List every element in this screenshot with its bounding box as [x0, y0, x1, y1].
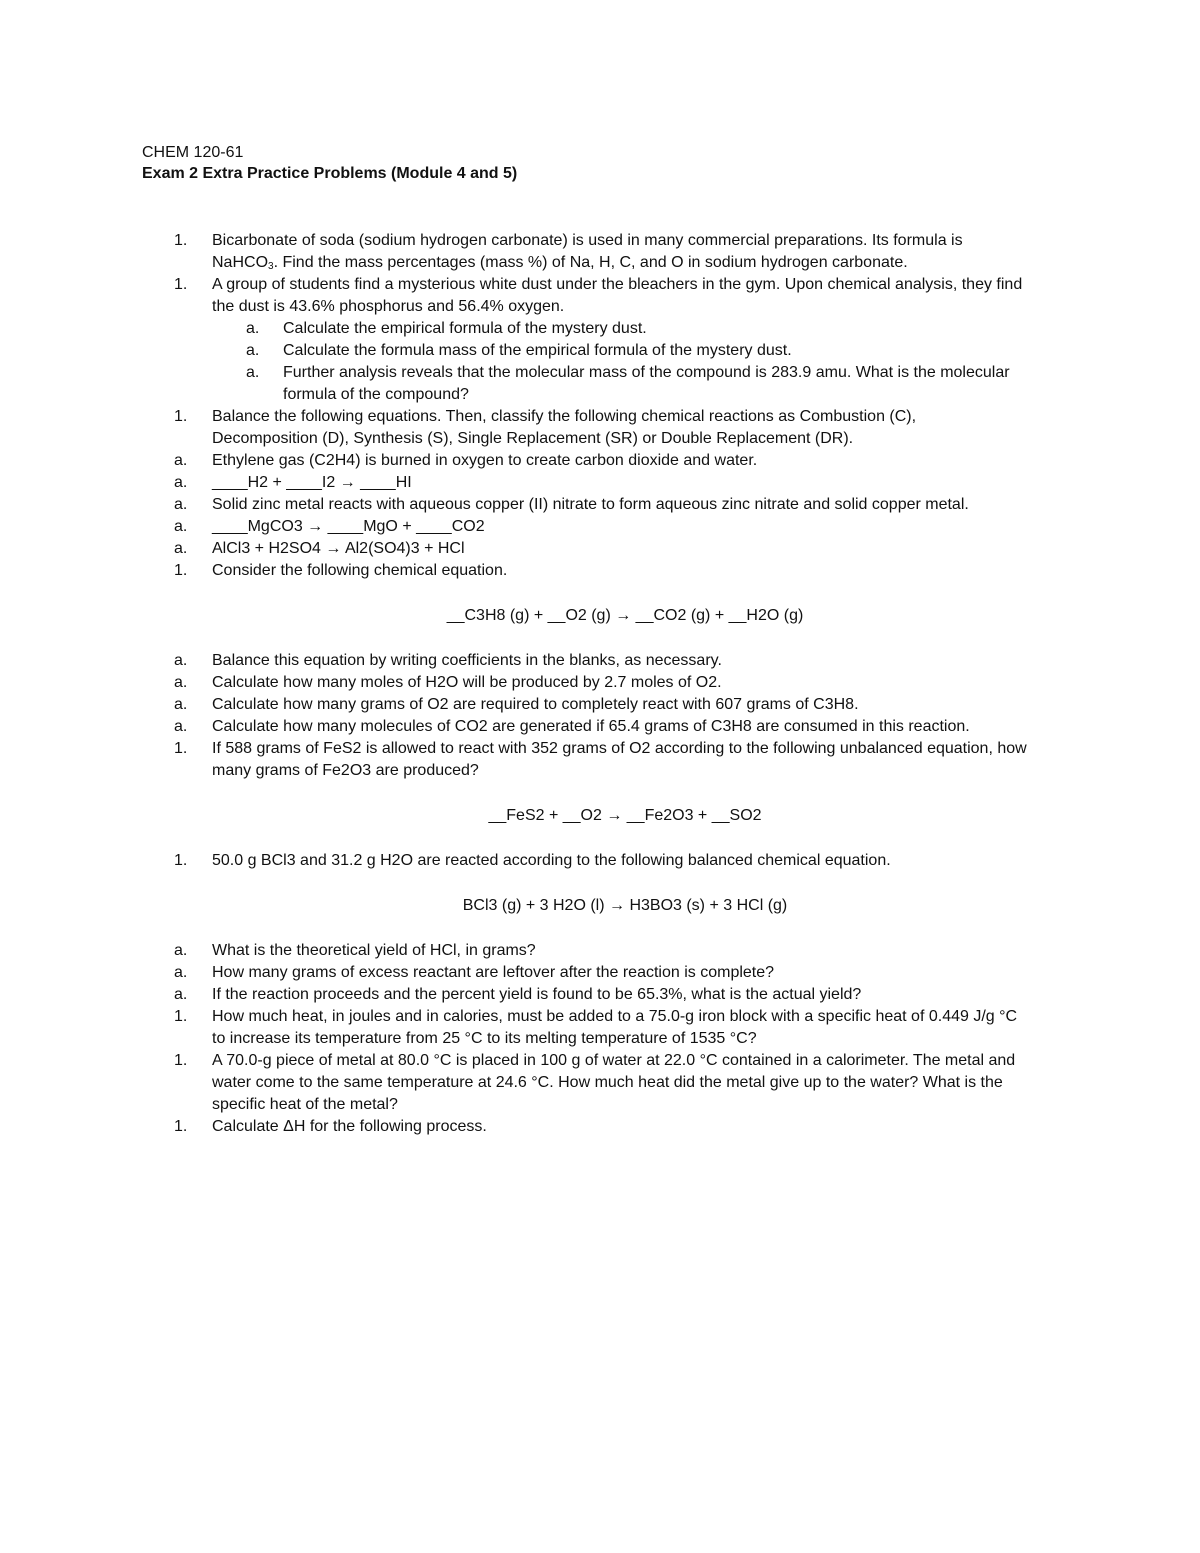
problem-text: 50.0 g BCl3 and 31.2 g H2O are reacted according to the following balanced chemical equation. — [212, 852, 891, 869]
problem-number: 1. — [174, 1052, 188, 1069]
problem-2-continued — [0, 296, 1200, 318]
problem-5 — [0, 738, 1200, 760]
part-letter: a. — [174, 518, 188, 535]
part-letter: a. — [174, 652, 188, 669]
subscript: 3 — [268, 261, 274, 272]
problem-number: 1. — [174, 408, 188, 425]
problem-6 — [0, 850, 1200, 872]
part-text: Solid zinc metal reacts with aqueous copper (II) nitrate to form aqueous zinc nitrate and solid copper metal. — [212, 496, 969, 513]
part-letter: a. — [174, 540, 188, 557]
part-letter: a. — [174, 964, 188, 981]
problem-9 — [0, 1116, 1200, 1138]
problem-2 — [0, 274, 1200, 296]
problem-text: Calculate ΔH for the following process. — [212, 1118, 487, 1135]
problem-3b — [0, 472, 1200, 494]
part-text: Balance this equation by writing coefficients in the blanks, as necessary. — [212, 652, 722, 669]
part-text: Calculate the formula mass of the empirical formula of the mystery dust. — [283, 342, 792, 359]
problem-3c — [0, 494, 1200, 516]
problem-5-continued — [0, 760, 1200, 782]
problem-3-continued — [0, 428, 1200, 450]
problem-3 — [0, 406, 1200, 428]
problem-2c-continued — [0, 384, 1200, 406]
problem-text: A 70.0-g piece of metal at 80.0 °C is placed in 100 g of water at 22.0 °C contained in a calorimeter. The metal and — [212, 1052, 1016, 1069]
problem-2a — [0, 318, 1200, 340]
part-letter: a. — [174, 496, 188, 513]
problem-6b — [0, 962, 1200, 984]
course-code: CHEM 120-61 — [142, 144, 244, 161]
problem-text: A group of students find a mysterious white dust under the bleachers in the gym. Upon chemical analysis, they find — [212, 276, 1023, 293]
part-text: What is the theoretical yield of HCl, in grams? — [212, 942, 536, 959]
part-letter: a. — [174, 986, 188, 1003]
part-text: Calculate how many moles of H2O will be produced by 2.7 moles of O2. — [212, 674, 722, 691]
problem-number: 1. — [174, 740, 188, 757]
problem-2c — [0, 362, 1200, 384]
part-text: Ethylene gas (C2H4) is burned in oxygen to create carbon dioxide and water. — [212, 452, 758, 469]
part-letter: a. — [174, 696, 188, 713]
part-text: Calculate how many molecules of CO2 are generated if 65.4 grams of C3H8 are consumed in this reaction. — [212, 718, 970, 735]
part-letter: a. — [174, 674, 188, 691]
part-text: Further analysis reveals that the molecular mass of the compound is 283.9 amu. What is the molecular — [283, 364, 1010, 381]
problem-3e — [0, 538, 1200, 560]
problem-7 — [0, 1006, 1200, 1028]
problem-1-continued — [0, 252, 1200, 274]
part-letter: a. — [246, 364, 260, 381]
problem-3a — [0, 450, 1200, 472]
part-text: How many grams of excess reactant are leftover after the reaction is complete? — [212, 964, 775, 981]
problem-7-continued — [0, 1028, 1200, 1050]
problem-number: 1. — [174, 1118, 188, 1135]
part-letter: a. — [174, 452, 188, 469]
problem-list — [0, 230, 1200, 1138]
equation-bcl3-hydrolysis: BCl3 (g) + 3 H2O (l) → H3BO3 (s) + 3 HCl (g) — [462, 897, 788, 914]
problem-text: Consider the following chemical equation. — [212, 562, 508, 579]
problem-8 — [0, 1050, 1200, 1072]
part-letter: a. — [174, 474, 188, 491]
problem-text: If 588 grams of FeS2 is allowed to react with 352 grams of O2 according to the following unbalanced equation, how — [212, 740, 1027, 757]
problem-4c — [0, 694, 1200, 716]
problem-text: . Find the mass percentages (mass %) of Na, H, C, and O in sodium hydrogen carbonate. — [273, 254, 908, 271]
part-equation: AlCl3 + H2SO4 → Al2(SO4)3 + HCl — [212, 540, 465, 557]
part-text: Calculate how many grams of O2 are required to completely react with 607 grams of C3H8. — [212, 696, 859, 713]
problem-3d — [0, 516, 1200, 538]
problem-number: 1. — [174, 1008, 188, 1025]
equation-propane-combustion: __C3H8 (g) + __O2 (g) → __CO2 (g) + __H2O (g) — [446, 607, 804, 624]
problem-number: 1. — [174, 276, 188, 293]
problem-1 — [0, 230, 1200, 252]
part-text: If the reaction proceeds and the percent yield is found to be 65.3%, what is the actual yield? — [212, 986, 862, 1003]
problem-text: many grams of Fe2O3 are produced? — [212, 762, 479, 779]
part-text: formula of the compound? — [283, 386, 469, 403]
problem-number: 1. — [174, 232, 188, 249]
problem-8-continued-2 — [0, 1094, 1200, 1116]
equation-pyrite-roasting: __FeS2 + __O2 → __Fe2O3 + __SO2 — [488, 807, 762, 824]
problem-4 — [0, 560, 1200, 582]
problem-text: water come to the same temperature at 24.6 °C. How much heat did the metal give up to the water? What is the — [212, 1074, 1003, 1091]
part-equation: ____H2 + ____I2 → ____HI — [212, 474, 412, 491]
document-title: Exam 2 Extra Practice Problems (Module 4 and 5) — [142, 165, 518, 182]
part-letter: a. — [246, 342, 260, 359]
problem-text: Decomposition (D), Synthesis (S), Single Replacement (SR) or Double Replacement (DR). — [212, 430, 854, 447]
problem-2b — [0, 340, 1200, 362]
problem-text: the dust is 43.6% phosphorus and 56.4% oxygen. — [212, 298, 565, 315]
part-text: Calculate the empirical formula of the mystery dust. — [283, 320, 647, 337]
part-equation: ____MgCO3 → ____MgO + ____CO2 — [212, 518, 485, 535]
problem-6c — [0, 984, 1200, 1006]
problem-number: 1. — [174, 562, 188, 579]
problem-text: to increase its temperature from 25 °C to its melting temperature of 1535 °C? — [212, 1030, 757, 1047]
problem-4b — [0, 672, 1200, 694]
part-letter: a. — [246, 320, 260, 337]
formula-text: NaHCO — [212, 254, 269, 271]
problem-8-continued — [0, 1072, 1200, 1094]
problem-text: Balance the following equations. Then, classify the following chemical reactions as Combustion (C), — [212, 408, 917, 425]
problem-6a — [0, 940, 1200, 962]
problem-text: Bicarbonate of soda (sodium hydrogen carbonate) is used in many commercial preparations. Its formula is — [212, 232, 963, 249]
problem-number: 1. — [174, 852, 188, 869]
part-letter: a. — [174, 942, 188, 959]
problem-4d — [0, 716, 1200, 738]
problem-4a — [0, 650, 1200, 672]
problem-text: specific heat of the metal? — [212, 1096, 398, 1113]
problem-text: How much heat, in joules and in calories, must be added to a 75.0-g iron block with a specific heat of 0.449 J/g °C — [212, 1008, 1018, 1025]
part-letter: a. — [174, 718, 188, 735]
